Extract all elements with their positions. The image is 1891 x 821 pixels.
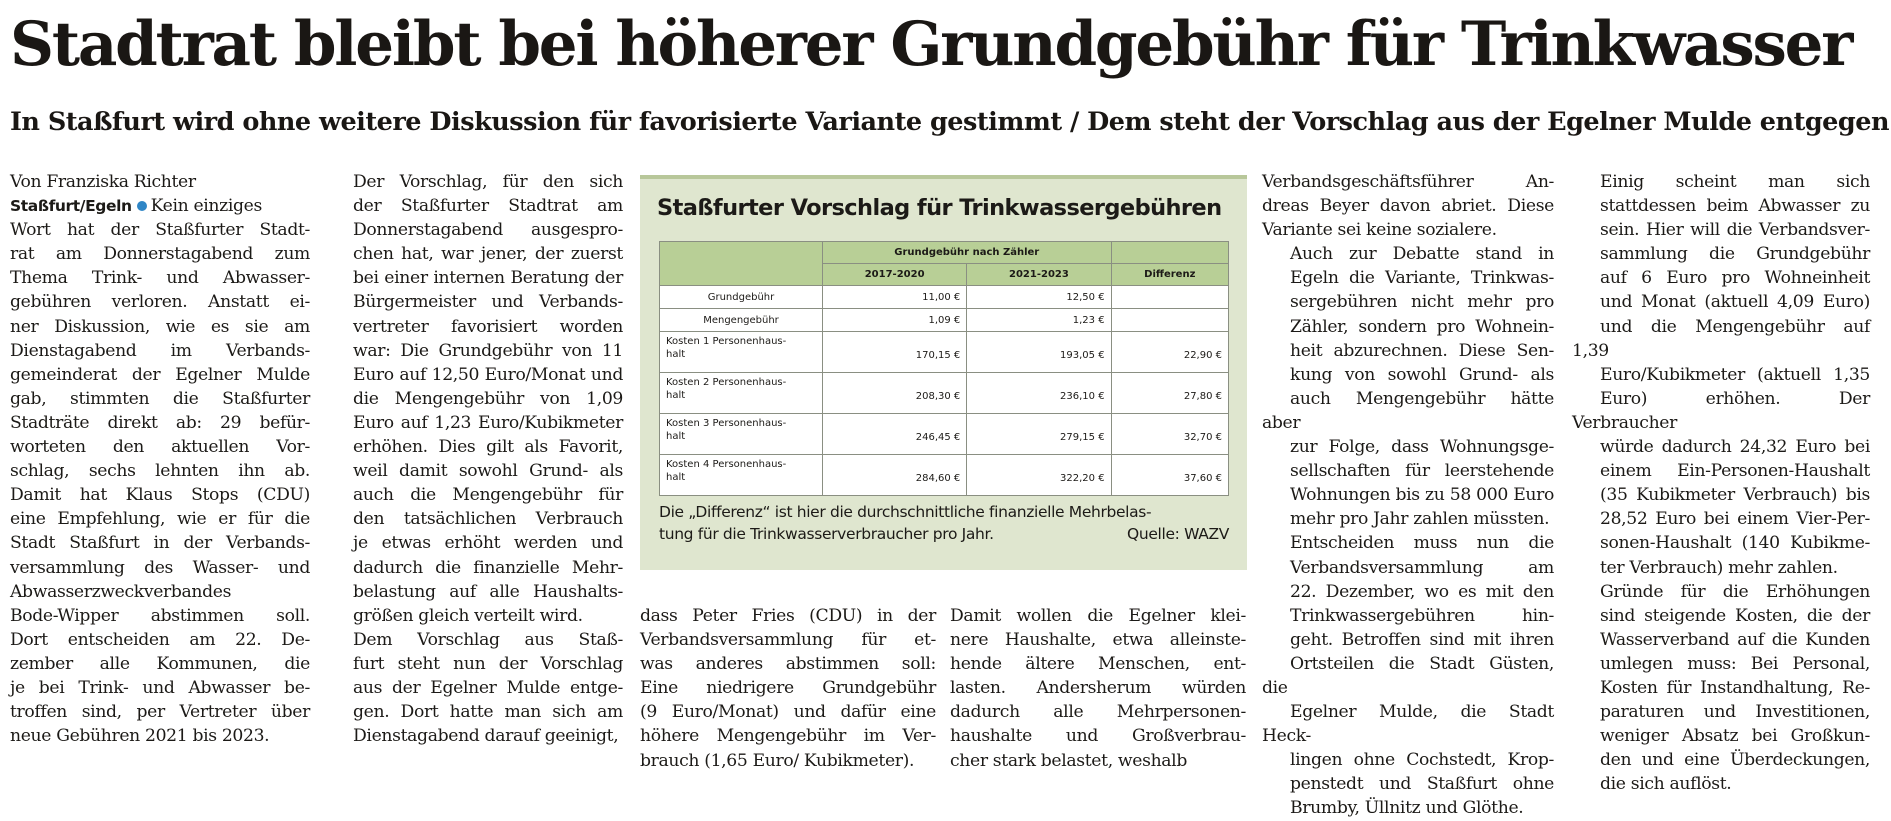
value-2017-2020: 11,00 €	[823, 286, 967, 309]
value-differenz: 27,80 €	[1111, 373, 1228, 414]
text-line: Kosten für Instandhaltung, Re-	[1600, 677, 1870, 698]
text-line: weniger Absatz bei Großkun-	[1600, 726, 1870, 747]
text-line: hende ältere Menschen, ent-	[950, 654, 1246, 675]
caption-line: Die „Differenz“ ist hier die durchschnittliche finanzielle Mehrbelas-	[659, 503, 1152, 521]
text-line: und die Mengengebühr auf 1,39	[1572, 316, 1870, 361]
text-line: Kein einziges	[150, 196, 262, 217]
column-header: 2017-2020	[823, 264, 967, 286]
text-line: Thema Trink- und Abwasser-	[10, 268, 310, 289]
article-column-1	[10, 170, 310, 748]
text-line: Euro/Kubikmeter (aktuell 1,35	[1600, 364, 1870, 385]
text-line: sellschaften für leerstehende	[1290, 461, 1554, 482]
row-label: Kosten 3 Personenhaus- halt	[660, 414, 823, 455]
value-2017-2020: 246,45 €	[823, 414, 967, 455]
dateline-dot-icon	[137, 201, 147, 211]
text-line: zur Folge, dass Wohnungsge-	[1290, 437, 1554, 458]
column-header: Differenz	[1111, 264, 1228, 286]
text-line: dadurch die finanzielle Mehr-	[353, 557, 623, 578]
row-label: Mengengebühr	[660, 309, 823, 332]
paragraph	[1262, 242, 1554, 531]
text-line: auch die Mengengebühr für	[353, 485, 623, 506]
paragraph	[1572, 580, 1870, 797]
text-line: gab, stimmten die Staßfurter	[10, 388, 310, 409]
text-line: Egeln die Variante, Trinkwas-	[1290, 268, 1554, 289]
row-label: Kosten 2 Personenhaus- halt	[660, 373, 823, 414]
headline: Stadtrat bleibt bei höherer Grundgebühr für Trinkwasser	[10, 9, 1852, 80]
paragraph	[1262, 531, 1554, 820]
text-line: gemeinderat der Egelner Mulde	[10, 364, 310, 385]
text-line: Zähler, sondern pro Wohnein-	[1290, 316, 1554, 337]
text-line: stattdessen beim Abwasser zu	[1600, 196, 1870, 217]
caption-line: tung für die Trinkwasserverbraucher pro Jahr. Quelle: WAZV	[659, 525, 1229, 543]
text-line: Egelner Mulde, die Stadt Heck-	[1262, 702, 1554, 747]
text-line: Euro auf 12,50 Euro/Monat und	[353, 364, 623, 385]
column-header: 2021-2023	[967, 264, 1111, 286]
text-line: Damit wollen die Egelner klei-	[950, 606, 1246, 626]
text-line: lasten. Andersherum würden	[950, 678, 1246, 699]
value-2021-2023: 279,15 €	[967, 414, 1111, 455]
text-line: Bode-Wipper abstimmen soll.	[10, 605, 310, 626]
text-line: Euro) erhöhen. Der Verbraucher	[1572, 388, 1870, 433]
text-line: brauch (1,65 Euro/ Kubikmeter).	[640, 750, 915, 771]
text-line: höhere Mengengebühr im Ver-	[640, 726, 936, 747]
text-line: einem Ein-Personen-Haushalt	[1600, 461, 1870, 482]
text-line: Auch zur Debatte stand in	[1290, 244, 1554, 265]
row-label: Kosten 1 Personenhaus- halt	[660, 332, 823, 373]
text-line: Verbandsgeschäftsführer An-	[1262, 172, 1554, 192]
text-line: Variante sei keine sozialere.	[1262, 220, 1497, 241]
text-line: schlag, sechs lehnten ihn ab.	[10, 461, 310, 482]
text-line: belastung auf alle Haushalts-	[353, 581, 623, 602]
text-line: gen. Dort hatte man sich am	[353, 702, 623, 723]
text-line: nere Haushalte, etwa alleinste-	[950, 630, 1246, 651]
text-line: erhöhen. Dies gilt als Favorit,	[353, 437, 623, 458]
article-column-4	[950, 604, 1246, 773]
text-line: den und eine Überdeckungen,	[1600, 750, 1870, 771]
text-line: die sich auflöst.	[1600, 774, 1732, 795]
value-differenz	[1111, 309, 1228, 332]
text-line: Stadträte direkt ab: 29 befür-	[10, 412, 310, 433]
text-line: Bürgermeister und Verbands-	[353, 292, 623, 313]
value-2017-2020: 170,15 €	[823, 332, 967, 373]
dateline: Staßfurt/Egeln	[10, 197, 132, 216]
text-line: zember alle Kommunen, die	[10, 653, 310, 674]
text-line: Einig scheint man sich	[1600, 172, 1870, 192]
text-line: heit abzurechnen. Diese Sen-	[1290, 340, 1554, 361]
table-row	[660, 455, 1229, 496]
text-line: würde dadurch 24,32 Euro bei	[1600, 437, 1870, 458]
text-line: neue Gebühren 2021 bis 2023.	[10, 726, 270, 747]
info-box-caption	[659, 501, 1229, 545]
value-differenz: 37,60 €	[1111, 455, 1228, 496]
text-line: Stadt Staßfurt in der Verbands-	[10, 533, 310, 554]
text-line: weil damit sowohl Grund- als	[353, 461, 623, 482]
text-line: den tatsächlichen Verbrauch	[353, 509, 623, 530]
subheadline: In Staßfurt wird ohne weitere Diskussion für favorisierte Variante gestimmt / Dem steht der Vorschlag aus der Egelner Mulde entgegen	[10, 107, 1889, 137]
text-line: auch Mengengebühr hätte aber	[1262, 388, 1554, 433]
value-2017-2020: 1,09 €	[823, 309, 967, 332]
row-label: Kosten 4 Personenhaus- halt	[660, 455, 823, 496]
text-line: lingen ohne Cochstedt, Krop-	[1290, 750, 1554, 771]
text-line: 28,52 Euro bei einem Vier-Per-	[1600, 509, 1870, 530]
text-line: geht. Betroffen sind mit ihren	[1290, 629, 1554, 650]
text-line: kung von sowohl Grund- als	[1290, 364, 1554, 385]
text-line: Donnerstagabend ausgespro-	[353, 220, 623, 241]
text-line: ter Verbrauch) mehr zahlen.	[1600, 557, 1838, 578]
paragraph	[325, 628, 623, 748]
text-line: paraturen und Investitionen,	[1600, 702, 1870, 723]
text-line: rat am Donnerstagabend zum	[10, 244, 310, 265]
text-line: Trinkwassergebühren hin-	[1290, 605, 1554, 626]
table-header-row	[660, 242, 1229, 264]
text-line: dass Peter Fries (CDU) in der	[640, 606, 936, 626]
article-column-2	[325, 170, 623, 748]
text-line: Damit hat Klaus Stops (CDU)	[10, 485, 310, 506]
text-line: Ortsteilen die Stadt Güsten, die	[1262, 653, 1554, 698]
text-line: Dem Vorschlag aus Staß-	[353, 629, 623, 650]
info-box-title: Staßfurter Vorschlag für Trinkwassergebühren	[657, 195, 1222, 221]
value-2021-2023: 1,23 €	[967, 309, 1111, 332]
paragraph	[950, 604, 1246, 773]
text-line: worteten den aktuellen Vor-	[10, 437, 310, 458]
text-line: Dienstagabend darauf geeinigt,	[353, 726, 619, 747]
text-line: 22. Dezember, wo es mit den	[1290, 581, 1554, 602]
text-line: Brumby, Üllnitz und Glöthe.	[1290, 798, 1524, 819]
value-2021-2023: 193,05 €	[967, 332, 1111, 373]
value-2021-2023: 236,10 €	[967, 373, 1111, 414]
text-line: was anderes abstimmen soll:	[640, 654, 936, 675]
text-line: ner Diskussion, wie es sie am	[10, 316, 310, 337]
text-line: (9 Euro/Monat) und dafür eine	[640, 702, 936, 723]
table-row	[660, 332, 1229, 373]
table-header-blank	[1111, 242, 1228, 264]
text-line: furt steht nun der Vorschlag	[353, 653, 623, 674]
caption-source: Quelle: WAZV	[1127, 525, 1229, 543]
text-line: sonen-Haushalt (140 Kubikme-	[1600, 533, 1870, 554]
value-differenz: 22,90 €	[1111, 332, 1228, 373]
row-label: Grundgebühr	[660, 286, 823, 309]
text-line: die Mengengebühr von 1,09	[353, 388, 623, 409]
paragraph	[640, 604, 936, 773]
text-line: Eine niedrigere Grundgebühr	[640, 678, 936, 699]
text-line: Wort hat der Staßfurter Stadt-	[10, 220, 310, 241]
text-line: auf 6 Euro pro Wohneinheit	[1600, 268, 1870, 289]
text-line: sind steigende Kosten, die der	[1600, 605, 1870, 626]
text-line: eine Empfehlung, wie er für die	[10, 509, 310, 530]
value-differenz: 32,70 €	[1111, 414, 1228, 455]
value-2017-2020: 284,60 €	[823, 455, 967, 496]
text-line: dreas Beyer davon abriet. Diese	[1262, 196, 1554, 217]
table-corner-cell	[660, 242, 823, 286]
text-line: je etwas erhöht werden und	[353, 533, 623, 554]
text-line: penstedt und Staßfurt ohne	[1290, 774, 1554, 795]
table-row	[660, 286, 1229, 309]
paragraph	[1262, 170, 1554, 242]
value-2017-2020: 208,30 €	[823, 373, 967, 414]
value-differenz	[1111, 286, 1228, 309]
text-line: Verbandsversammlung für et-	[640, 630, 936, 651]
text-line: mehr pro Jahr zahlen müssten.	[1290, 509, 1550, 530]
table-row	[660, 373, 1229, 414]
article-column-3	[640, 604, 936, 773]
text-line: Entscheiden muss nun die	[1290, 533, 1554, 554]
text-line: vertreter favorisiert worden	[353, 316, 623, 337]
text-line: sergebühren nicht mehr pro	[1290, 292, 1554, 313]
text-line: sammlung die Grundgebühr	[1600, 244, 1870, 265]
text-line: Verbandsversammlung am	[1290, 557, 1554, 578]
text-line: umlegen muss: Bei Personal,	[1600, 653, 1870, 674]
text-line: troffen sind, per Vertreter über	[10, 702, 310, 723]
group-header: Grundgebühr nach Zähler	[823, 242, 1112, 264]
byline: Von Franziska Richter	[10, 172, 196, 192]
text-line: und Monat (aktuell 4,09 Euro)	[1600, 292, 1870, 313]
text-line: gebühren verloren. Anstatt ei-	[10, 292, 310, 313]
text-line: dadurch alle Mehrpersonen-	[950, 702, 1246, 723]
text-line: chen hat, war jener, der zuerst	[353, 244, 623, 265]
text-line: je bei Trink- und Abwasser be-	[10, 677, 310, 698]
text-line: der Staßfurter Stadtrat am	[353, 196, 623, 217]
paragraph	[1572, 170, 1870, 580]
table-row	[660, 414, 1229, 455]
value-2021-2023: 322,20 €	[967, 455, 1111, 496]
article-column-6	[1572, 170, 1870, 796]
lead-paragraph	[10, 194, 310, 748]
text-line: haushalte und Großverbrau-	[950, 726, 1246, 747]
info-box	[640, 175, 1247, 570]
text-line: sein. Hier will die Verbandsver-	[1600, 220, 1870, 241]
text-line: Wohnungen bis zu 58 000 Euro	[1290, 485, 1554, 506]
paragraph	[325, 170, 623, 628]
text-line: Euro auf 1,23 Euro/Kubikmeter	[353, 412, 623, 433]
text-line: cher stark belastet, weshalb	[950, 750, 1187, 771]
fees-table	[659, 241, 1229, 496]
table-row	[660, 309, 1229, 332]
text-line: Der Vorschlag, für den sich	[353, 172, 623, 192]
text-line: größen gleich verteilt wird.	[353, 605, 583, 626]
text-line: (35 Kubikmeter Verbrauch) bis	[1600, 485, 1870, 506]
text-line: aus der Egelner Mulde entge-	[353, 677, 623, 698]
text-line: Gründe für die Erhöhungen	[1600, 581, 1870, 602]
text-line: Abwasserzweckverbandes	[10, 581, 232, 602]
text-line: Dort entscheiden am 22. De-	[10, 629, 310, 650]
text-line: war: Die Grundgebühr von 11	[353, 340, 623, 361]
text-line: bei einer internen Beratung der	[353, 268, 623, 289]
text-line: Wasserverband auf die Kunden	[1600, 629, 1870, 650]
article-column-5	[1262, 170, 1554, 821]
text-line: Dienstagabend im Verbands-	[10, 340, 310, 361]
text-line: versammlung des Wasser- und	[10, 557, 310, 578]
value-2021-2023: 12,50 €	[967, 286, 1111, 309]
